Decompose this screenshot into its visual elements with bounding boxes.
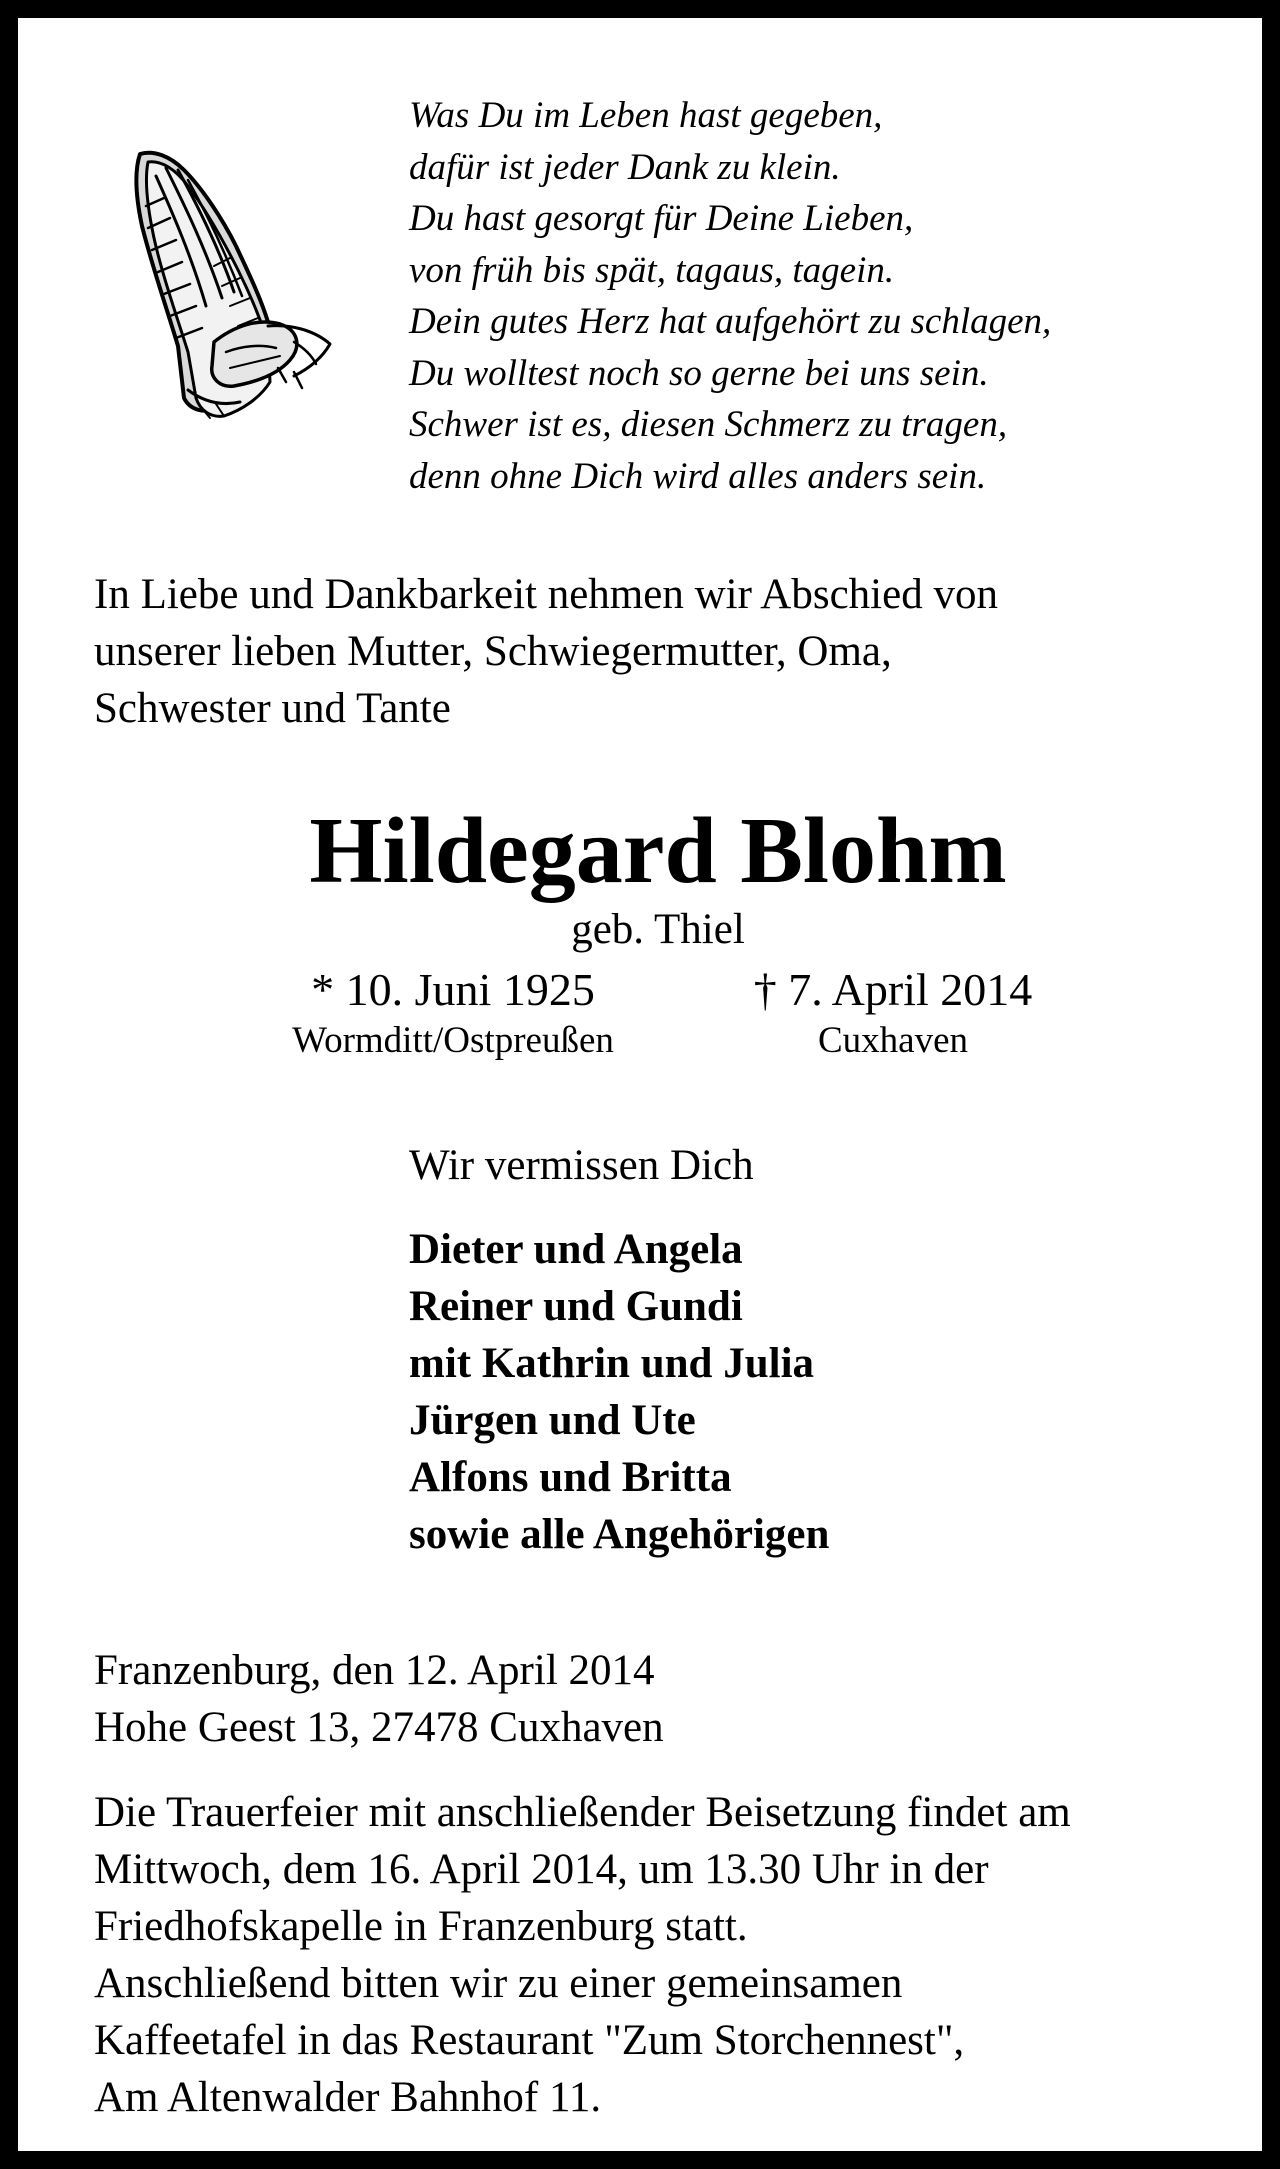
birth-date: * 10. Juni 1925 (311, 964, 595, 1015)
funeral-line: Mittwoch, dem 16. April 2014, um 13.30 Uhr in der (94, 1846, 989, 1893)
poem-line: denn ohne Dich wird alles anders sein. (409, 455, 987, 497)
praying-hands-icon (118, 146, 333, 421)
funeral-line: Am Altenwalder Bahnhof 11. (94, 2074, 602, 2121)
family-member: Alfons und Britta (409, 1454, 732, 1501)
poem (409, 90, 1269, 502)
funeral-line: Kaffeetafel in das Restaurant "Zum Storchennest", (94, 2017, 965, 2064)
poem-line: Du wolltest noch so gerne bei uns sein. (409, 352, 989, 394)
funeral-line: Friedhofskapelle in Franzenburg statt. (94, 1903, 748, 1950)
poem-line: von früh bis spät, tagaus, tagein. (409, 249, 895, 291)
death-place: Cuxhaven (817, 1020, 969, 1061)
place-date-line: Franzenburg, den 12. April 2014 (94, 1647, 655, 1694)
birth-place: Wormditt/Ostpreußen (292, 1020, 614, 1061)
place-and-address (94, 1642, 664, 1756)
address-line: Hohe Geest 13, 27478 Cuxhaven (94, 1704, 664, 1751)
poem-line: dafür ist jeder Dank zu klein. (409, 146, 841, 188)
intro-line: Schwester und Tante (94, 685, 451, 732)
family-list (409, 1221, 1209, 1563)
intro-line: unserer lieben Mutter, Schwiegermutter, Oma, (94, 628, 892, 675)
poem-line: Du hast gesorgt für Deine Lieben, (409, 198, 914, 239)
family-member: sowie alle Angehörigen (409, 1511, 830, 1558)
funeral-line: Die Trauerfeier mit anschließender Beisetzung findet am (94, 1789, 1071, 1836)
death-date: † 7. April 2014 (753, 964, 1033, 1015)
family-member: Reiner und Gundi (409, 1283, 743, 1330)
poem-line: Schwer ist es, diesen Schmerz zu tragen, (409, 404, 1008, 445)
family-member: Dieter und Angela (409, 1226, 743, 1273)
maiden-name: geb. Thiel (571, 906, 745, 953)
intro-text (94, 566, 1244, 737)
poem-line: Dein gutes Herz hat aufgehört zu schlagen, (409, 301, 1052, 342)
deceased-name: Hildegard Blohm (309, 799, 1007, 903)
intro-line: In Liebe und Dankbarkeit nehmen wir Abschied von (94, 571, 998, 618)
poem-line: Was Du im Leben hast gegeben, (409, 95, 883, 136)
funeral-line: Anschließend bitten wir zu einer gemeinsamen (94, 1960, 903, 2007)
miss-line: Wir vermissen Dich (409, 1142, 754, 1189)
family-member: Jürgen und Ute (409, 1397, 696, 1444)
death-info (633, 962, 1153, 1064)
family-member: mit Kathrin und Julia (409, 1340, 815, 1387)
funeral-notice (94, 1784, 1274, 2126)
